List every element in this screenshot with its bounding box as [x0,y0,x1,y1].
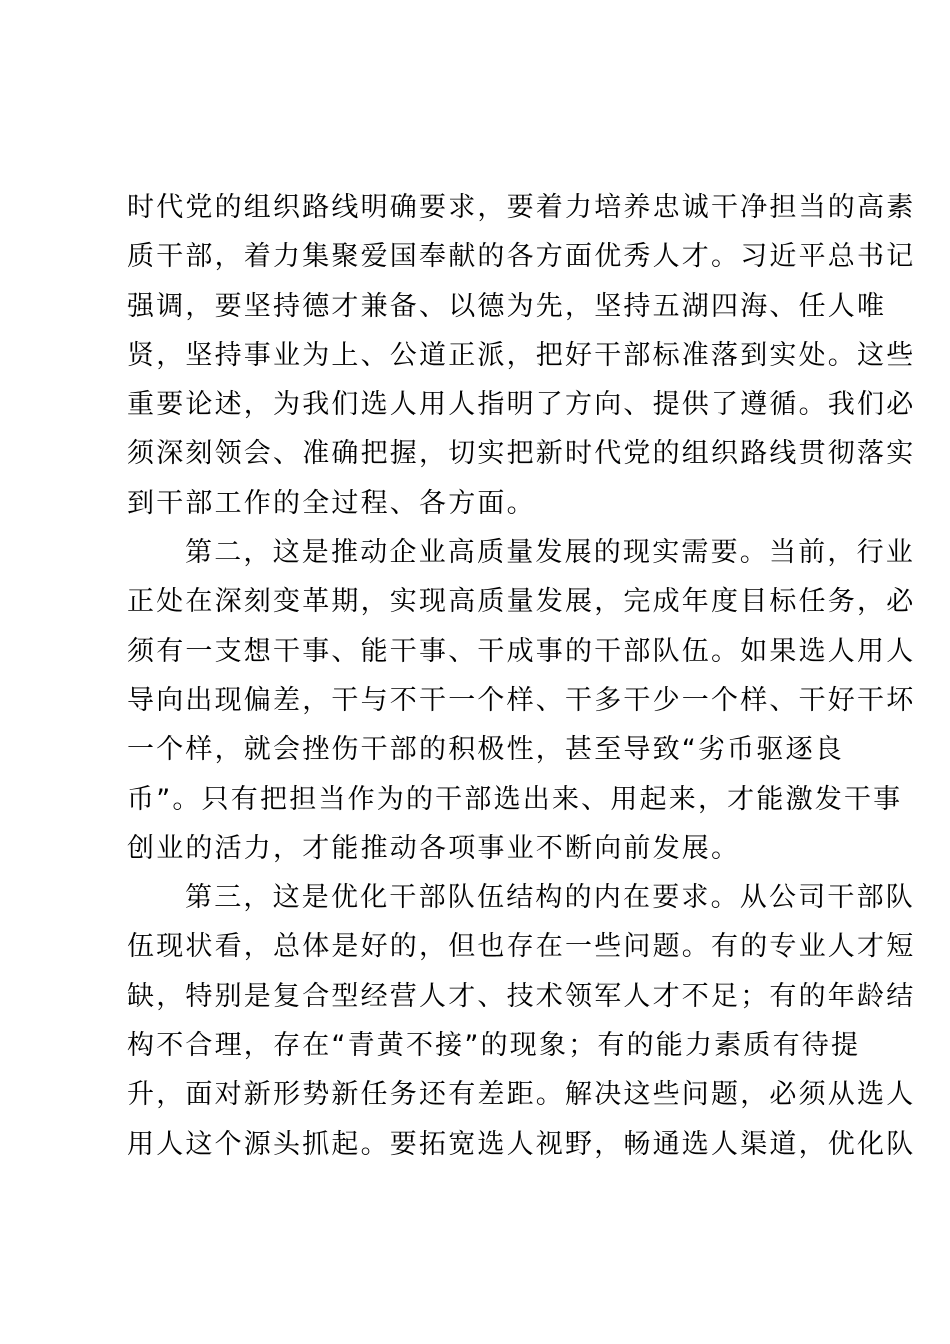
text-line: 缺，特别是复合型经营人才、技术领军人才不足；有的年龄结 [127,980,916,1012]
text-line: 创业的活力，才能推动各项事业不断向前发展。 [127,832,741,864]
text-line: 第三，这是优化干部队伍结构的内在要求。从公司干部队 [185,882,915,914]
text-line: 用人这个源头抓起。要拓宽选人视野，畅通选人渠道，优化队 [127,1128,916,1160]
text-line: 重要论述，为我们选人用人指明了方向、提供了遵循。我们必 [127,389,916,421]
text-line: 时代党的组织路线明确要求，要着力培养忠诚干净担当的高素 [127,192,916,223]
text-line: 构不合理，存在“青黄不接”的现象；有的能力素质有待提 [127,1030,861,1062]
text-line: 伍现状看，总体是好的，但也存在一些问题。有的专业人才短 [127,931,916,963]
text-line: 强调，要坚持德才兼备、以德为先，坚持五湖四海、任人唯 [127,290,887,322]
text-line: 一个样，就会挫伤干部的积极性，甚至导致“劣币驱逐良 [127,734,844,766]
text-line: 须深刻领会、准确把握，切实把新时代党的组织路线贯彻落实 [127,438,916,470]
document-body [127,183,916,1169]
text-line: 升，面对新形势新任务还有差距。解决这些问题，必须从选人 [127,1079,916,1111]
paragraph-2 [127,528,916,873]
text-line: 须有一支想干事、能干事、干成事的干部队伍。如果选人用人 [127,635,916,667]
text-line: 币”。只有把担当作为的干部选出来、用起来，才能激发干事 [127,783,903,815]
paragraph-3 [127,873,916,1169]
text-line: 质干部，着力集聚爱国奉献的各方面优秀人才。习近平总书记 [127,241,916,273]
paragraph-1 [127,183,916,528]
text-line: 第二，这是推动企业高质量发展的现实需要。当前，行业 [185,537,915,569]
text-line: 贤，坚持事业为上、公道正派，把好干部标准落到实处。这些 [127,339,916,371]
text-line: 到干部工作的全过程、各方面。 [127,487,536,519]
text-line: 正处在深刻变革期，实现高质量发展，完成年度目标任务，必 [127,586,916,618]
text-line: 导向出现偏差，干与不干一个样、干多干少一个样、干好干坏 [127,684,916,716]
